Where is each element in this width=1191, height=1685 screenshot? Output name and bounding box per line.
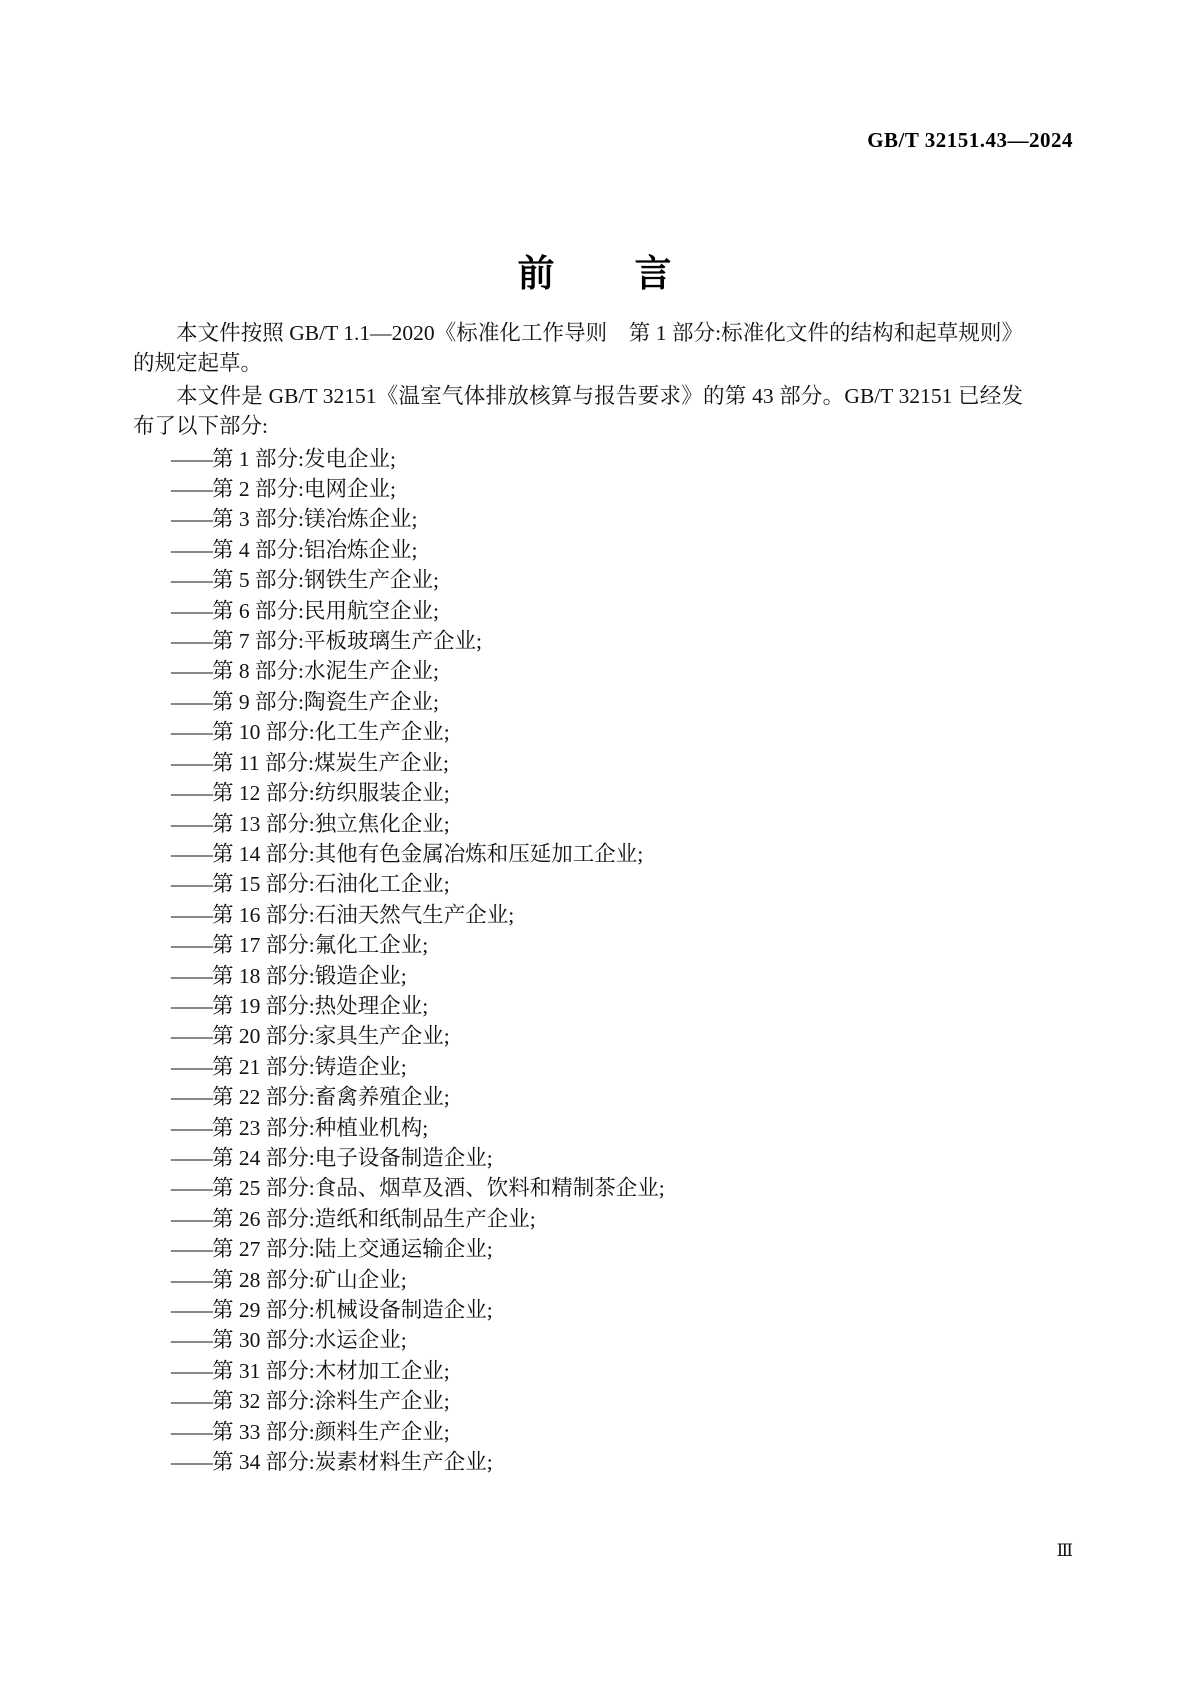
part-separator: : [308, 1328, 315, 1353]
part-name: 热处理企业; [314, 993, 429, 1018]
part-separator: : [298, 568, 304, 593]
part-name: 电网企业; [304, 477, 396, 502]
part-separator: : [307, 750, 314, 775]
part-number: 第 4 部分 [212, 537, 299, 562]
part-separator: : [298, 507, 304, 532]
paragraph-drafting-rules: 本文件按照 GB/T 1.1—2020《标准化工作导则 第 1 部分:标准化文件的结构和起草规则》的规定起草。 [133, 321, 1023, 376]
part-number: 第 10 部分 [212, 720, 309, 745]
part-name: 食品、烟草及酒、饮料和精制茶企业; [314, 1176, 665, 1201]
part-name: 民用航空企业; [304, 598, 439, 623]
part-number: 第 7 部分 [212, 629, 299, 654]
em-dash-prefix: —— [171, 477, 212, 502]
list-item [133, 535, 1023, 565]
part-name: 石油化工企业; [314, 872, 450, 897]
em-dash-prefix: —— [171, 1358, 212, 1383]
em-dash-prefix: —— [171, 537, 212, 562]
part-name: 煤炭生产企业; [313, 750, 449, 775]
em-dash-prefix: —— [171, 1237, 212, 1262]
part-number: 第 8 部分 [212, 659, 299, 684]
part-number: 第 12 部分 [212, 781, 309, 806]
list-item [133, 1143, 1023, 1173]
list-item [133, 444, 1023, 474]
list-item [133, 504, 1023, 534]
list-item [133, 1417, 1023, 1447]
list-item [133, 1052, 1023, 1082]
part-number: 第 29 部分 [212, 1298, 309, 1322]
part-separator: : [308, 1450, 315, 1475]
list-item [133, 991, 1023, 1021]
part-separator: : [308, 811, 315, 836]
part-number: 第 31 部分 [212, 1358, 309, 1383]
part-number: 第 3 部分 [212, 507, 299, 532]
part-number: 第 19 部分 [212, 993, 309, 1018]
part-number: 第 23 部分 [212, 1115, 309, 1140]
list-item [133, 961, 1023, 991]
part-separator: : [298, 446, 304, 471]
list-item [133, 1082, 1023, 1112]
part-name: 化工生产企业; [314, 720, 450, 745]
em-dash-prefix: —— [171, 963, 212, 988]
part-separator: : [308, 1419, 315, 1444]
em-dash-prefix: —— [171, 781, 212, 806]
part-number: 第 6 部分 [212, 598, 299, 623]
part-number: 第 22 部分 [212, 1085, 309, 1110]
part-name: 涂料生产企业; [314, 1389, 450, 1414]
part-separator: : [298, 598, 304, 623]
em-dash-prefix: —— [171, 933, 212, 958]
em-dash-prefix: —— [171, 446, 212, 471]
list-item [133, 596, 1023, 626]
part-name: 其他有色金属冶炼和压延加工企业; [314, 841, 644, 866]
part-number: 第 16 部分 [212, 902, 309, 927]
list-item [133, 778, 1023, 808]
part-name: 铝冶炼企业; [304, 537, 418, 562]
list-item [133, 687, 1023, 717]
em-dash-prefix: —— [171, 1085, 212, 1110]
part-separator: : [308, 720, 315, 745]
em-dash-prefix: —— [171, 1115, 212, 1140]
part-number: 第 30 部分 [212, 1328, 309, 1353]
part-name: 机械设备制造企业; [314, 1298, 493, 1322]
part-separator: : [308, 1024, 315, 1049]
list-item [133, 1173, 1023, 1203]
part-name: 石油天然气生产企业; [314, 902, 515, 927]
em-dash-prefix: —— [171, 1389, 212, 1414]
part-separator: : [308, 841, 315, 866]
em-dash-prefix: —— [171, 507, 212, 532]
list-item [133, 1447, 1023, 1477]
part-number: 第 5 部分 [212, 568, 299, 593]
published-parts-list [133, 444, 1023, 1478]
part-name: 电子设备制造企业; [314, 1145, 493, 1170]
part-separator: : [308, 993, 315, 1018]
em-dash-prefix: —— [171, 1328, 212, 1353]
part-name: 发电企业; [304, 446, 396, 471]
part-number: 第 13 部分 [212, 811, 309, 836]
list-item [133, 1113, 1023, 1143]
running-header-standard-number: GB/T 32151.43—2024 [867, 128, 1073, 152]
part-separator: : [308, 963, 315, 988]
part-separator: : [298, 659, 304, 684]
em-dash-prefix: —— [171, 1024, 212, 1049]
part-number: 第 11 部分 [212, 750, 308, 775]
em-dash-prefix: —— [171, 811, 212, 836]
em-dash-prefix: —— [171, 1145, 212, 1170]
part-separator: : [308, 933, 315, 958]
part-name: 独立焦化企业; [314, 811, 450, 836]
list-item [133, 869, 1023, 899]
part-separator: : [308, 1115, 315, 1140]
em-dash-prefix: —— [171, 1298, 212, 1322]
em-dash-prefix: —— [171, 1450, 212, 1475]
part-name: 镁冶炼企业; [304, 507, 418, 532]
list-item [133, 1204, 1023, 1234]
part-separator: : [298, 537, 304, 562]
foreword-body [133, 318, 1023, 1477]
list-item [133, 565, 1023, 595]
em-dash-prefix: —— [171, 1419, 212, 1444]
part-name: 畜禽养殖企业; [314, 1085, 450, 1110]
part-number: 第 33 部分 [212, 1419, 309, 1444]
part-number: 第 32 部分 [212, 1389, 309, 1414]
part-number: 第 26 部分 [212, 1206, 309, 1231]
part-separator: : [308, 1358, 315, 1383]
part-number: 第 24 部分 [212, 1145, 309, 1170]
list-item [133, 656, 1023, 686]
part-separator: : [298, 629, 304, 654]
list-item [133, 1386, 1023, 1416]
part-separator: : [308, 1176, 315, 1201]
part-name: 种植业机构; [314, 1115, 429, 1140]
part-separator: : [308, 902, 315, 927]
em-dash-prefix: —— [171, 902, 212, 927]
part-number: 第 25 部分 [212, 1176, 309, 1201]
part-name: 炭素材料生产企业; [314, 1450, 493, 1475]
em-dash-prefix: —— [171, 1054, 212, 1079]
part-number: 第 18 部分 [212, 963, 309, 988]
part-number: 第 27 部分 [212, 1237, 309, 1262]
part-name: 氟化工企业; [314, 933, 429, 958]
part-name: 造纸和纸制品生产企业; [314, 1206, 536, 1231]
paragraph-part-of-series: 本文件是 GB/T 32151《温室气体排放核算与报告要求》的第 43 部分。GB/T 32151 已经发布了以下部分: [133, 383, 1023, 439]
list-item [133, 1295, 1023, 1325]
part-number: 第 28 部分 [212, 1267, 309, 1292]
list-item [133, 1234, 1023, 1264]
part-number: 第 21 部分 [212, 1054, 309, 1079]
part-name: 水运企业; [314, 1328, 407, 1353]
list-item [133, 474, 1023, 504]
part-separator: : [308, 1145, 315, 1170]
list-item [133, 809, 1023, 839]
part-name: 钢铁生产企业; [304, 568, 439, 593]
em-dash-prefix: —— [171, 568, 212, 593]
part-separator: : [308, 1389, 315, 1414]
em-dash-prefix: —— [171, 598, 212, 623]
list-item [133, 748, 1023, 778]
em-dash-prefix: —— [171, 993, 212, 1018]
list-item [133, 1265, 1023, 1295]
part-number: 第 2 部分 [212, 477, 299, 502]
em-dash-prefix: —— [171, 750, 212, 775]
part-separator: : [298, 477, 304, 502]
list-item [133, 1356, 1023, 1386]
list-item [133, 717, 1023, 747]
em-dash-prefix: —— [171, 659, 212, 684]
em-dash-prefix: —— [171, 720, 212, 745]
part-separator: : [308, 1085, 315, 1110]
em-dash-prefix: —— [171, 1176, 212, 1201]
em-dash-prefix: —— [171, 629, 212, 654]
part-number: 第 9 部分 [212, 689, 299, 714]
em-dash-prefix: —— [171, 689, 212, 714]
page-title: 前 言 [517, 251, 674, 295]
part-separator: : [298, 689, 304, 714]
part-number: 第 14 部分 [212, 841, 309, 866]
part-name: 颜料生产企业; [314, 1419, 450, 1444]
part-separator: : [308, 872, 315, 897]
list-item [133, 900, 1023, 930]
part-separator: : [308, 1298, 315, 1322]
part-name: 铸造企业; [314, 1054, 407, 1079]
part-name: 陆上交通运输企业; [314, 1237, 493, 1262]
part-name: 锻造企业; [314, 963, 407, 988]
part-name: 平板玻璃生产企业; [304, 629, 482, 654]
part-number: 第 20 部分 [212, 1024, 309, 1049]
list-item [133, 1325, 1023, 1355]
part-name: 家具生产企业; [314, 1024, 450, 1049]
part-number: 第 1 部分 [212, 446, 299, 471]
part-number: 第 34 部分 [212, 1450, 309, 1475]
list-item [133, 839, 1023, 869]
list-item [133, 626, 1023, 656]
part-name: 水泥生产企业; [304, 659, 439, 684]
em-dash-prefix: —— [171, 1267, 212, 1292]
em-dash-prefix: —— [171, 841, 212, 866]
part-name: 矿山企业; [314, 1267, 407, 1292]
list-item [133, 930, 1023, 960]
part-separator: : [308, 1237, 315, 1262]
em-dash-prefix: —— [171, 872, 212, 897]
page-number: Ⅲ [1056, 1541, 1073, 1560]
part-number: 第 17 部分 [212, 933, 309, 958]
list-item [133, 1021, 1023, 1051]
em-dash-prefix: —— [171, 1206, 212, 1231]
part-separator: : [308, 1267, 315, 1292]
part-separator: : [308, 1206, 315, 1231]
part-number: 第 15 部分 [212, 872, 309, 897]
part-name: 陶瓷生产企业; [304, 689, 439, 714]
part-name: 纺织服装企业; [314, 781, 450, 806]
part-separator: : [308, 1054, 315, 1079]
part-separator: : [308, 781, 315, 806]
part-name: 木材加工企业; [314, 1358, 450, 1383]
